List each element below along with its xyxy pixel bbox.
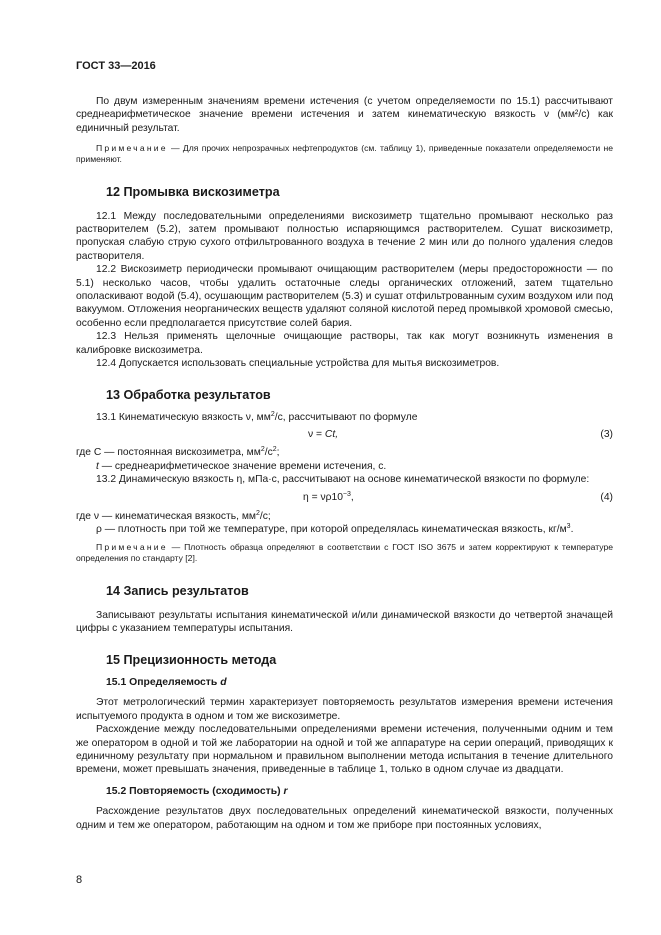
where-rho: ρ — плотность при той же температуре, при которой определялась кинематическая вязкость, $кг/м^3$. xyxy=(96,522,574,535)
section-13-note xyxy=(76,542,613,564)
subsection-15-2-title: 15.2 Повторяемость (сходимость) r xyxy=(106,785,288,797)
para-13-1: 13.1 Кинематическую вязкость ν, $мм^2/с$, рассчитывают по формуле xyxy=(96,410,418,423)
note-text: — Плотность образца определяют в соответствии с ГОСТ ISO 3675 и затем корректируют к температуре определения по стандарту [2]. xyxy=(76,542,613,564)
formula-3-number: (3) xyxy=(600,429,613,441)
section-15-title: 15 Прецизионность метода xyxy=(106,652,277,667)
note-label: Примечание xyxy=(96,542,168,553)
where-v: где ν — кинематическая вязкость, $мм^2/с$; xyxy=(76,509,271,522)
note-label: Примечание xyxy=(96,143,168,154)
section-14-title: 14 Запись результатов xyxy=(106,584,249,599)
para-12-1: 12.1 Между последовательными определениями вискозиметр тщательно промывают несколько раз растворителем (5.2), затем промывают полностью испаряющимся растворителем. Сушат вискозиметр, пропуская слабую струю сухого отфильтрованного воздуха в течение 2 мин или до полного удаления следов растворителя. xyxy=(76,210,613,262)
document-code: ГОСТ 33—2016 xyxy=(76,60,156,72)
formula-4-expression: $\eta = \nu\rho 10^{-3}$, xyxy=(303,490,354,503)
section-12-title: 12 Промывка вискозиметра xyxy=(106,185,280,200)
page-number: 8 xyxy=(76,874,83,886)
para-15-1-b: Расхождение между последовательными определениями времени истечения, полученными одним и тем же оператором в одной и той же лаборатории на одной и той же аппаратуре на серии операций, приводящих к единичному результату при нормальном и правильном выполнении метода испытания в течение длительного времени, может превышать значения, приведенные в таблице 1, только в одном случае из двадцати. xyxy=(76,724,613,776)
intro-paragraph: По двум измеренным значениям времени истечения (с учетом определяемости по 15.1) рассчитывают среднеарифметическое значение времени истечения и затем кинематическую вязкость ν (мм²/с) как единичный результат. xyxy=(76,96,613,134)
subsection-15-1-title: 15.1 Определяемость d xyxy=(106,676,227,688)
para-15-2: Расхождение результатов двух последовательных определений кинематической вязкости, полученных одним и тем же оператором, работающим на одном и том же приборе при постоянных условиях, xyxy=(76,806,613,831)
para-15-1-a: Этот метрологический термин характеризует повторяемость результатов измерения времени истечения испытуемого продукта в одном и том же вискозиметре. xyxy=(76,697,613,722)
para-12-4: 12.4 Допускается использовать специальные устройства для мытья вискозиметров. xyxy=(96,358,500,370)
page-content xyxy=(76,95,613,832)
section-13-title: 13 Обработка результатов xyxy=(106,387,271,402)
para-13-2: 13.2 Динамическую вязкость η, мПа·с, рассчитывают на основе кинематической вязкости по формуле: xyxy=(96,474,590,486)
para-12-3: 12.3 Нельзя применять щелочные очищающие растворы, так как могут возникнуть изменения в калибровке вискозиметра. xyxy=(76,331,613,356)
where-c: где С — постоянная вискозиметра, $мм^2/с^2$; xyxy=(76,446,280,459)
formula-3-expression: ν = Ct, xyxy=(308,429,339,441)
formula-3 xyxy=(76,428,613,442)
intro-note xyxy=(76,143,613,165)
note-text: — Для прочих непрозрачных нефтепродуктов (см. таблицу 1), приведенные показатели определяемости не применяют. xyxy=(76,143,613,165)
para-14: Записывают результаты испытания кинематической и/или динамической вязкости до четвертой значащей цифры с указанием температуры испытания. xyxy=(76,609,613,635)
para-12-2: 12.2 Вискозиметр периодически промывают очищающим растворителем (меры предосторожности — по 5.1) несколько часов, чтобы удалить остаточные следы органических отложений, затем тщательно ополаскивают водой (5.4), осушающим растворителем (5.3) и сушат отфильтрованным сухим воздухом или под вакуумом. Отложения неорганических веществ удаляют соляной кислотой перед промывкой хромовой смесью, особенно если предполагается присутствие солей бария. xyxy=(76,264,613,329)
where-t: t — среднеарифметическое значение времени истечения, с. xyxy=(96,460,387,472)
formula-4-number: (4) xyxy=(600,491,613,503)
formula-4 xyxy=(76,491,613,505)
